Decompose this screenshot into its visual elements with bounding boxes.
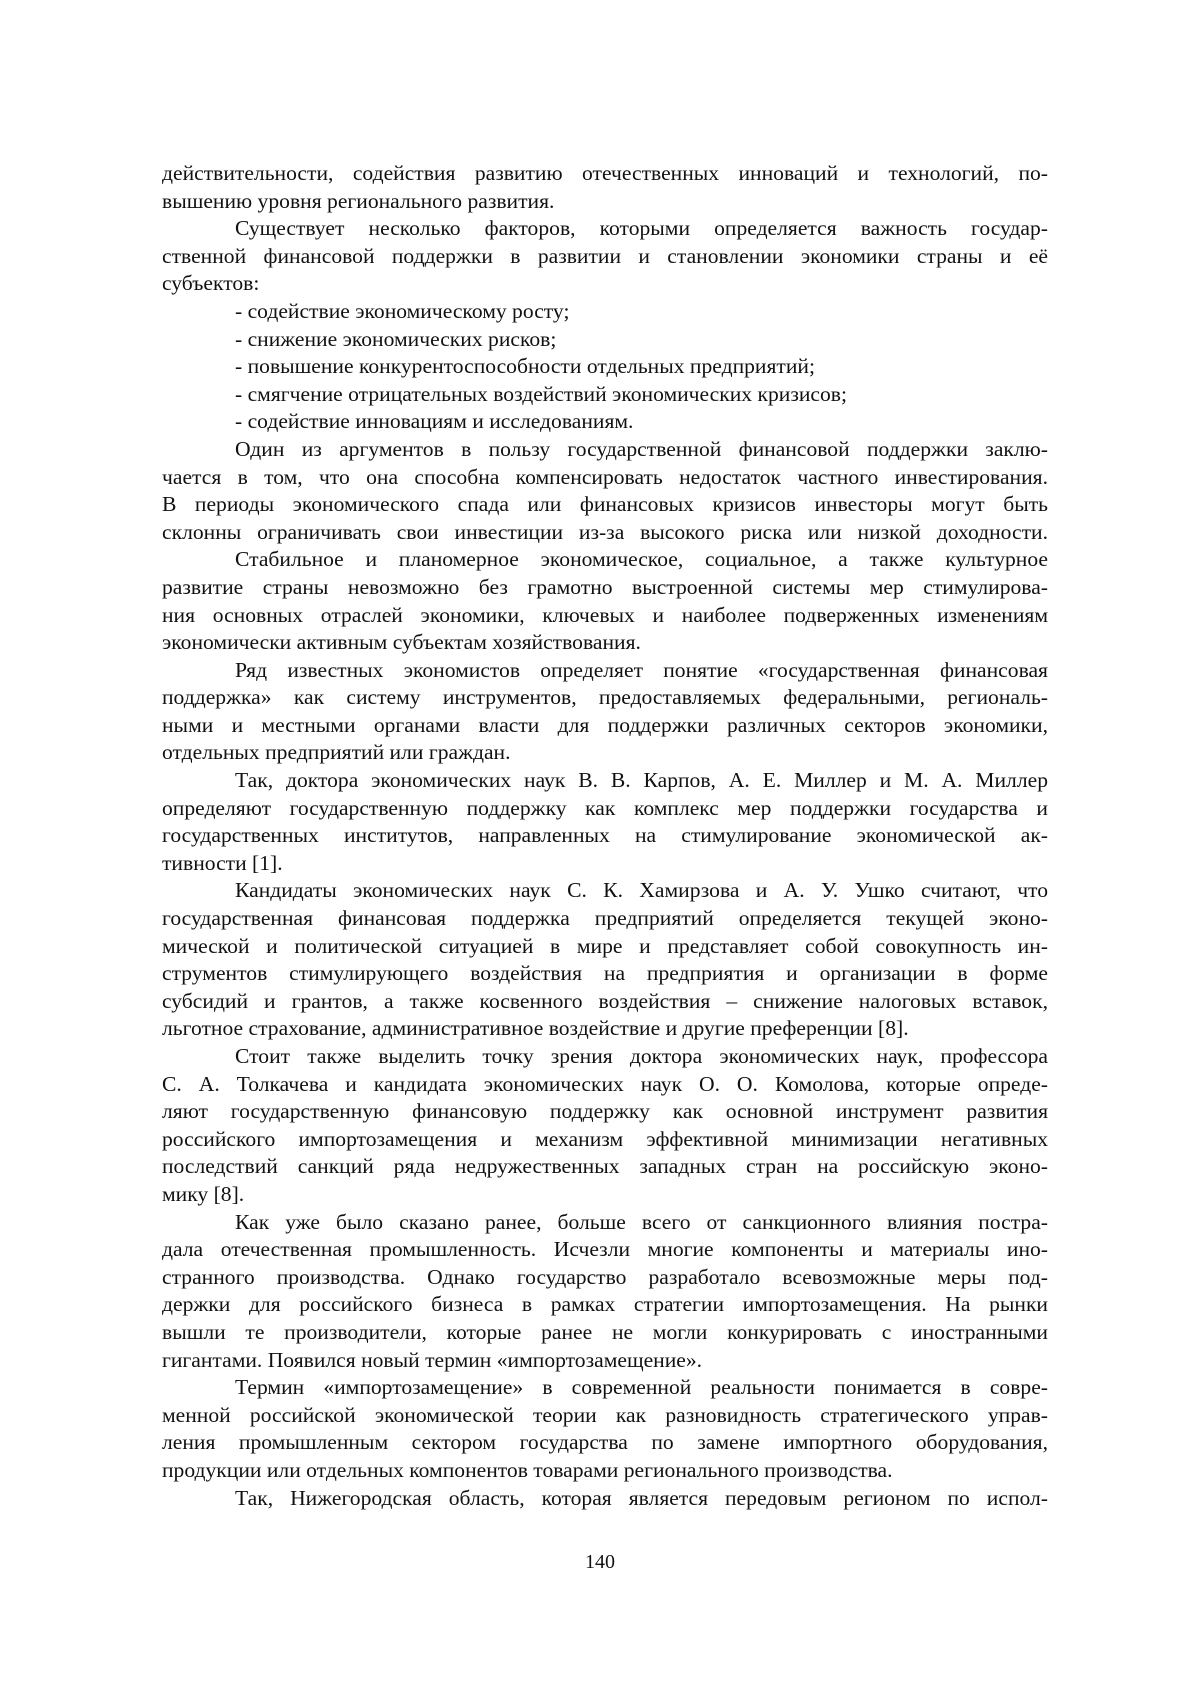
text-line: Так, Нижегородская область, которая является передовым регионом по испол-	[162, 1485, 1048, 1513]
text-line: Ряд известных экономистов определяет понятие «государственная финансовая	[162, 657, 1048, 685]
list-item: - содействие экономическому росту;	[162, 298, 1048, 326]
text-line: дала отечественная промышленность. Исчезли многие компоненты и материалы ино-	[162, 1236, 1048, 1264]
text-line: последствий санкций ряда недружественных западных стран на российскую эконо-	[162, 1153, 1048, 1181]
text-line: ными и местными органами власти для поддержки различных секторов экономики,	[162, 712, 1048, 740]
text-line: определяют государственную поддержку как комплекс мер поддержки государства и	[162, 795, 1048, 823]
text-line: ления промышленным сектором государства по замене импортного оборудования,	[162, 1429, 1048, 1457]
list-item: - смягчение отрицательных воздействий экономических кризисов;	[162, 381, 1048, 409]
list-item: - повышение конкурентоспособности отдельных предприятий;	[162, 353, 1048, 381]
text-line: продукции или отдельных компонентов товарами регионального производства.	[162, 1457, 1048, 1485]
text-line: государственных институтов, направленных на стимулирование экономической ак-	[162, 822, 1048, 850]
text-line: российского импортозамещения и механизм эффективной минимизации негативных	[162, 1126, 1048, 1154]
list-item: - содействие инновациям и исследованиям.	[162, 408, 1048, 436]
text-line: Так, доктора экономических наук В. В. Карпов, А. Е. Миллер и М. А. Миллер	[162, 767, 1048, 795]
text-line: держки для российского бизнеса в рамках стратегии импортозамещения. На рынки	[162, 1291, 1048, 1319]
text-line: вышению уровня регионального развития.	[162, 188, 1048, 216]
text-line: субсидий и грантов, а также косвенного воздействия – снижение налоговых вставок,	[162, 988, 1048, 1016]
text-line: Существует несколько факторов, которыми определяется важность государ-	[162, 215, 1048, 243]
text-line: гигантами. Появился новый термин «импортозамещение».	[162, 1347, 1048, 1375]
text-line: ляют государственную финансовую поддержку как основной инструмент развития	[162, 1098, 1048, 1126]
text-line: странного производства. Однако государство разработало всевозможные меры под-	[162, 1264, 1048, 1292]
text-line: ния основных отраслей экономики, ключевых и наиболее подверженных изменениям	[162, 602, 1048, 630]
text-line: мику [8].	[162, 1181, 1048, 1209]
text-line: С. А. Толкачева и кандидата экономических наук О. О. Комолова, которые опреде-	[162, 1071, 1048, 1099]
text-line: В периоды экономического спада или финансовых кризисов инвесторы могут быть	[162, 491, 1048, 519]
text-line: Стоит также выделить точку зрения доктора экономических наук, профессора	[162, 1043, 1048, 1071]
text-line: Термин «импортозамещение» в современной реальности понимается в совре-	[162, 1374, 1048, 1402]
text-line: отдельных предприятий или граждан.	[162, 739, 1048, 767]
text-line: Стабильное и планомерное экономическое, социальное, а также культурное	[162, 546, 1048, 574]
list-item: - снижение экономических рисков;	[162, 326, 1048, 354]
page-body	[162, 160, 1048, 1512]
text-line: склонны ограничивать свои инвестиции из-за высокого риска или низкой доходности.	[162, 519, 1048, 547]
page-number: 140	[0, 1550, 1200, 1574]
text-line: тивности [1].	[162, 850, 1048, 878]
text-line: вышли те производители, которые ранее не могли конкурировать с иностранными	[162, 1319, 1048, 1347]
text-line: Кандидаты экономических наук С. К. Хамирзова и А. У. Ушко считают, что	[162, 877, 1048, 905]
text-line: субъектов:	[162, 270, 1048, 298]
text-line: ственной финансовой поддержки в развитии и становлении экономики страны и её	[162, 243, 1048, 271]
text-line: Как уже было сказано ранее, больше всего от санкционного влияния постра-	[162, 1209, 1048, 1237]
text-line: Один из аргументов в пользу государственной финансовой поддержки заклю-	[162, 436, 1048, 464]
text-line: развитие страны невозможно без грамотно выстроенной системы мер стимулирова-	[162, 574, 1048, 602]
text-line: действительности, содействия развитию отечественных инноваций и технологий, по-	[162, 160, 1048, 188]
text-line: льготное страхование, административное воздействие и другие преференции [8].	[162, 1015, 1048, 1043]
text-line: чается в том, что она способна компенсировать недостаток частного инвестирования.	[162, 464, 1048, 492]
text-line: поддержка» как систему инструментов, предоставляемых федеральными, региональ-	[162, 684, 1048, 712]
text-line: экономически активным субъектам хозяйствования.	[162, 629, 1048, 657]
text-line: струментов стимулирующего воздействия на предприятия и организации в форме	[162, 960, 1048, 988]
text-line: мической и политической ситуацией в мире и представляет собой совокупность ин-	[162, 933, 1048, 961]
text-line: менной российской экономической теории как разновидность стратегического управ-	[162, 1402, 1048, 1430]
text-line: государственная финансовая поддержка предприятий определяется текущей эконо-	[162, 905, 1048, 933]
